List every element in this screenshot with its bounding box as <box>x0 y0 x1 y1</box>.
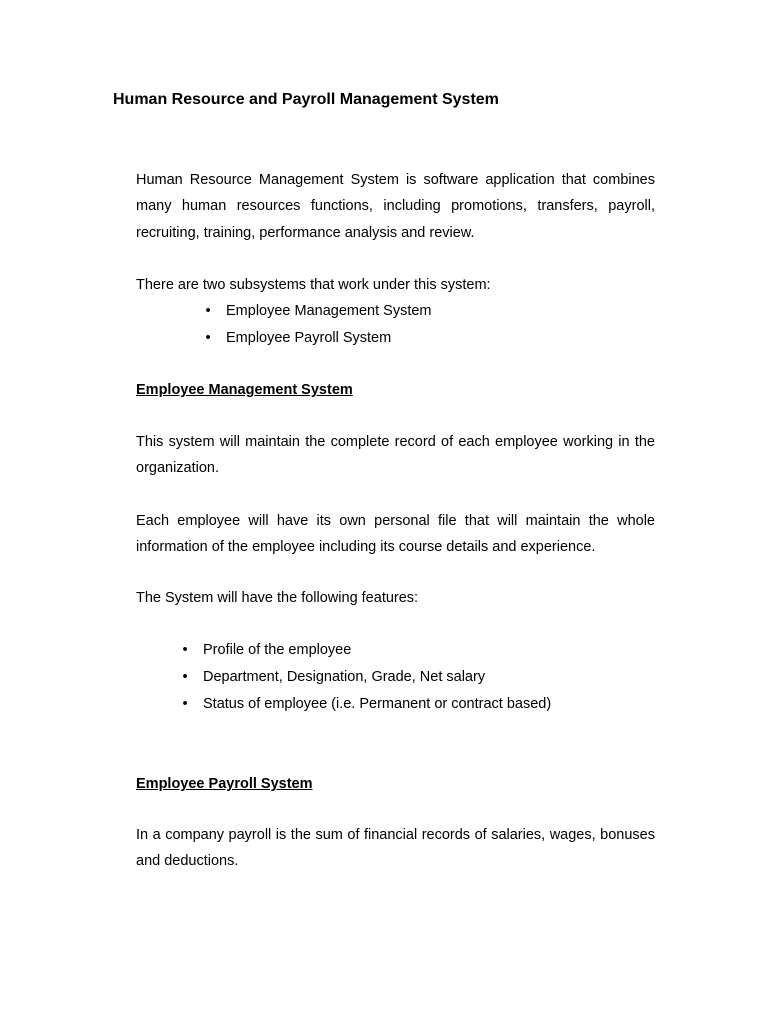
document-title: Human Resource and Payroll Management System <box>113 91 499 108</box>
bullet-icon: • <box>205 330 211 346</box>
employee-payroll-paragraph: In a company payroll is the sum of financial records of salaries, wages, bonuses and deductions. <box>136 827 655 870</box>
subsystems-intro: There are two subsystems that work under this system: <box>136 277 491 293</box>
list-item-text: Status of employee (i.e. Permanent or contract based) <box>203 696 552 712</box>
list-item <box>203 298 432 325</box>
list-item <box>180 637 551 664</box>
bullet-icon: • <box>182 669 188 685</box>
employee-management-heading: Employee Management System <box>136 382 353 398</box>
subsystems-list <box>203 298 432 352</box>
list-item <box>180 664 551 691</box>
features-intro: The System will have the following features: <box>136 590 419 606</box>
list-item <box>180 691 551 718</box>
list-item-text: Employee Payroll System <box>226 330 392 346</box>
list-item <box>203 325 432 352</box>
features-list <box>180 637 551 718</box>
employee-management-paragraph-1: This system will maintain the complete record of each employee working in the organization. <box>136 434 655 477</box>
bullet-icon: • <box>182 642 188 658</box>
bullet-icon: • <box>182 696 188 712</box>
intro-paragraph: Human Resource Management System is software application that combines many human resources functions, including promotions, transfers, payroll, recruiting, training, performance analysis and review. <box>136 172 655 241</box>
bullet-icon: • <box>205 303 211 319</box>
list-item-text: Profile of the employee <box>203 642 352 658</box>
employee-payroll-heading: Employee Payroll System <box>136 776 313 792</box>
list-item-text: Employee Management System <box>226 303 432 319</box>
list-item-text: Department, Designation, Grade, Net salary <box>203 669 486 685</box>
employee-management-paragraph-2: Each employee will have its own personal file that will maintain the whole information of the employee including its course details and experience. <box>136 513 655 556</box>
